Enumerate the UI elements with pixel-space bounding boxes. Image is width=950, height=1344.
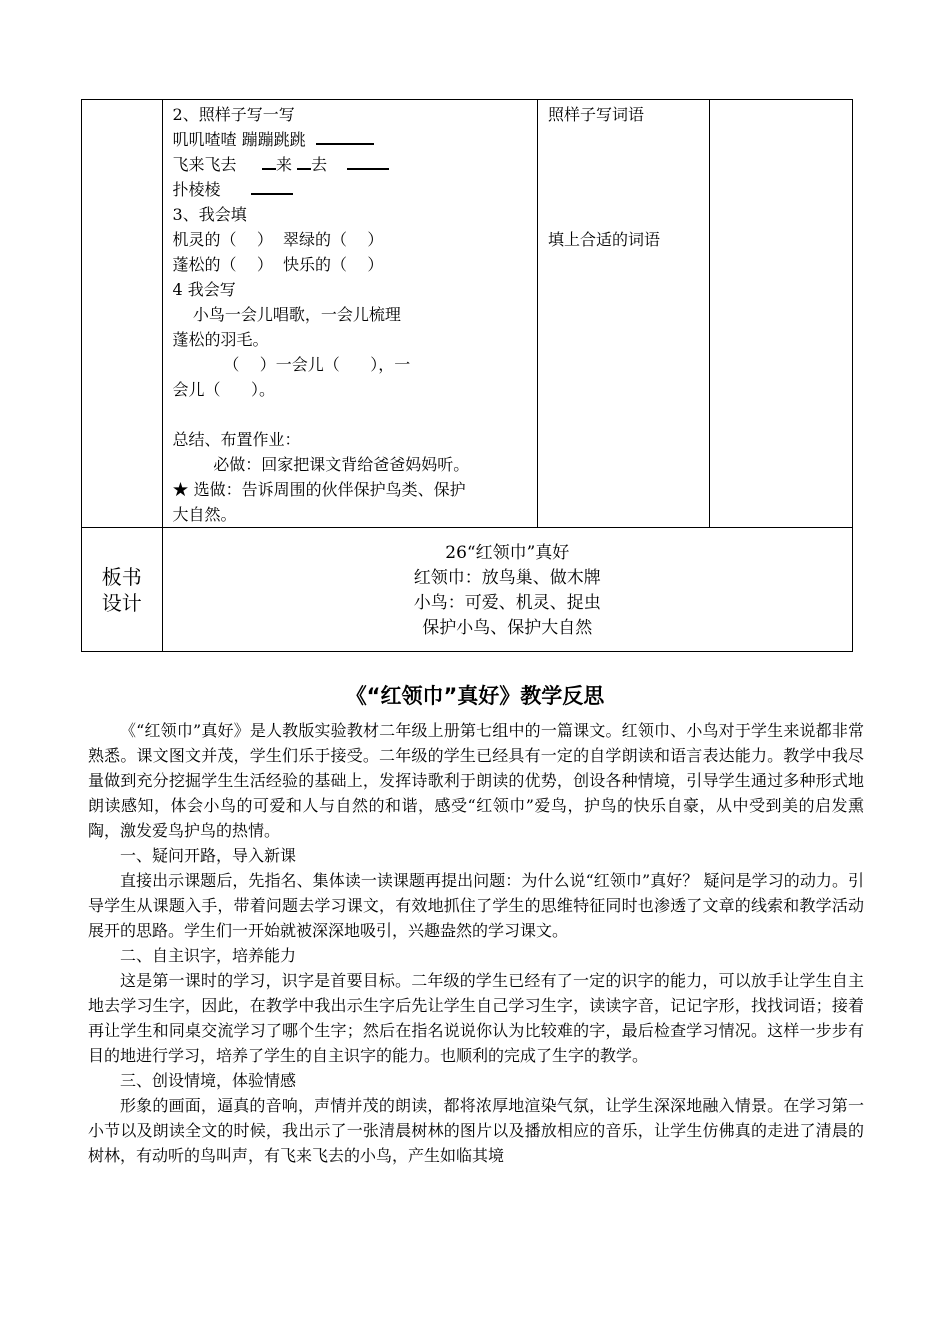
exercise4-line1: 小鸟一会儿唱歌，一会儿梳理 xyxy=(172,305,401,324)
exercise2-line2 xyxy=(173,152,529,177)
exercise4-line3: （ ）一会儿（ ），一 xyxy=(172,355,411,374)
paragraph: 这是第一课时的学习，识字是首要目标。二年级的学生已经有了一定的识字的能力，可以放手让学生自主地去学习生字，因此，在教学中我出示生字后先让学生自己学习生字，读读字音，记记字形，找找词语；接着再让学生和同桌交流学习了哪个生字；然后在指名说说你认为比较难的字，最后检查学习情况。这样一步步有目的地进行学习，培养了学生的自主识字的能力。也顺利的完成了生字的教学。 xyxy=(88,971,864,1065)
board-label-cell xyxy=(82,528,163,652)
paragraph: 直接出示课题后，先指名、集体读一读课题再提出问题：为什么说“红领巾”真好？ 疑问是学习的动力。引导学生从课题入手，带着问题去学习课文，有效地抓住了学生的思维特征同时也渗透了文章的线索和教学活动展开的思路。学生们一开始就被深深地吸引，兴趣盎然的学习课文。 xyxy=(88,871,864,940)
board-row xyxy=(82,528,853,652)
reflection-body xyxy=(88,718,864,1168)
board-line: 保护小鸟、保护大自然 xyxy=(422,618,593,638)
aim-cell xyxy=(537,100,709,528)
board-label-line1: 板书 xyxy=(101,564,142,589)
board-line: 红领巾：放鸟巢、做木牌 xyxy=(413,568,601,588)
exercise2-line1 xyxy=(173,127,529,152)
exercise4-line4: 会儿（ ）。 xyxy=(172,380,276,399)
section-heading: 三、创设情境，体验情感 xyxy=(120,1071,297,1090)
summary-optional: ★ 选做：告诉周围的伙伴保护鸟类、保护 xyxy=(172,480,466,499)
answer-blank xyxy=(262,152,276,170)
answer-blank xyxy=(297,152,311,170)
section-heading: 一、疑问开路，导入新课 xyxy=(120,846,297,865)
exercise4-title: 4 我会写 xyxy=(172,280,236,299)
exercise3-line2: 蓬松的（ ） 快乐的（ ） xyxy=(172,255,384,274)
answer-blank xyxy=(347,152,389,170)
exercise4-line2: 蓬松的羽毛。 xyxy=(172,330,269,349)
section-heading: 二、自主识字，培养能力 xyxy=(120,946,297,965)
aim-exercise3: 填上合适的词语 xyxy=(547,230,660,249)
exercise2-lai: 来 xyxy=(275,155,292,174)
board-line: 小鸟：可爱、机灵、捉虫 xyxy=(413,593,601,613)
blank-label-cell xyxy=(82,100,163,528)
exercise2-word: 飞来飞去 xyxy=(172,155,237,174)
board-line: 26“红领巾”真好 xyxy=(445,543,570,563)
board-content-cell xyxy=(162,528,852,652)
answer-blank xyxy=(316,127,374,145)
lesson-plan-table xyxy=(81,99,853,652)
spacer xyxy=(173,402,529,427)
paragraph: 形象的画面，逼真的音响，声情并茂的朗读，都将浓厚地渲染气氛，让学生深深地融入情景。在学习第一小节以及朗读全文的时候，我出示了一张清晨树林的图片以及播放相应的音乐，让学生仿佛真的走进了清晨的树林，有动听的鸟叫声，有飞来飞去的小鸟，产生如临其境 xyxy=(88,1096,864,1165)
exercise2-title: 2、照样子写一写 xyxy=(172,105,295,124)
exercise2-word3: 扑棱棱 xyxy=(172,180,221,199)
answer-blank xyxy=(251,177,293,195)
board-label-line2: 设计 xyxy=(101,590,142,615)
blank-notes-cell xyxy=(710,100,853,528)
summary-title: 总结、布置作业： xyxy=(172,430,301,449)
exercise-row xyxy=(82,100,853,528)
exercise-content-cell xyxy=(162,100,537,528)
summary-required: 必做：回家把课文背给爸爸妈妈听。 xyxy=(172,455,470,474)
exercise3-line1: 机灵的（ ） 翠绿的（ ） xyxy=(172,230,384,249)
exercise3-title: 3、我会填 xyxy=(172,205,247,224)
exercise2-qu: 去 xyxy=(311,155,328,174)
summary-optional-cont: 大自然。 xyxy=(172,505,237,524)
paragraph: 《“红领巾”真好》是人教版实验教材二年级上册第七组中的一篇课文。红领巾、小鸟对于学生来说都非常熟悉。课文图文并茂，学生们乐于接受。二年级的学生已经具有一定的自学朗读和语言表达能力。教学中我尽量做到充分挖掘学生生活经验的基础上，发挥诗歌利于朗读的优势，创设各种情境，引导学生通过多种形式地朗读感知，体会小鸟的可爱和人与自然的和谐，感受“红领巾”爱鸟，护鸟的快乐自豪，从中受到美的启发熏陶，激发爱鸟护鸟的热情。 xyxy=(88,721,864,840)
aim-exercise2: 照样子写词语 xyxy=(547,105,644,124)
exercise2-line3 xyxy=(173,177,529,202)
exercise2-example: 叽叽喳喳 蹦蹦跳跳 xyxy=(172,130,306,149)
reflection-title: 《“红领巾”真好》教学反思 xyxy=(345,684,605,708)
